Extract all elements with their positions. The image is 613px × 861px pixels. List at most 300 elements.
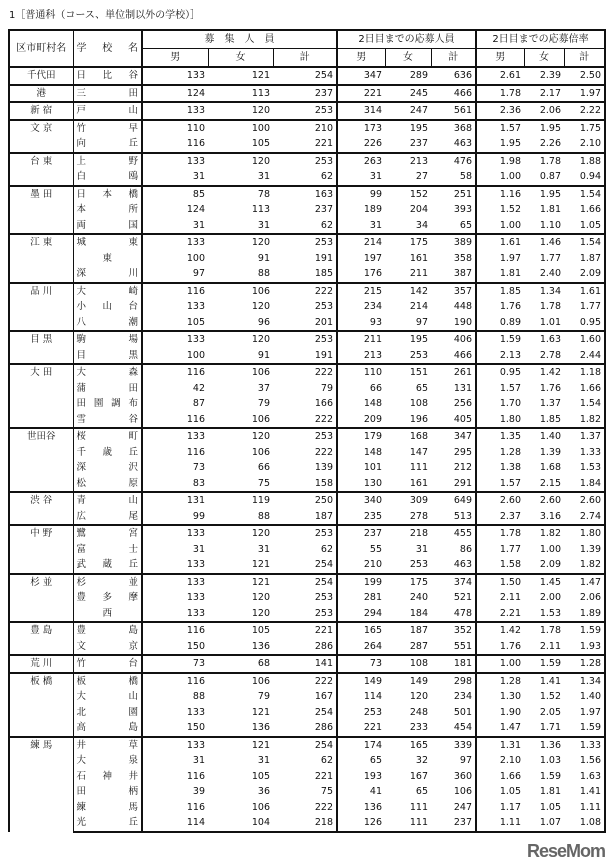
ratio-cell: 1.00 bbox=[476, 655, 524, 673]
ratio-cell: 1.70 bbox=[499, 398, 521, 410]
school-name: 大泉 bbox=[73, 753, 142, 769]
capacity-cell: 133 bbox=[186, 607, 205, 619]
capacity-cell: 66 bbox=[257, 462, 270, 474]
applicants-cell: 210 bbox=[363, 559, 382, 571]
ratio-cell: 1.57 bbox=[476, 120, 524, 137]
ratio-cell: 1.10 bbox=[539, 219, 561, 231]
ratio-cell: 1.78 bbox=[476, 85, 524, 103]
capacity-cell: 253 bbox=[273, 606, 337, 623]
applicants-cell: 387 bbox=[431, 266, 476, 283]
subheader-male: 男 bbox=[142, 49, 208, 68]
table-row bbox=[9, 753, 605, 769]
school-name: 豊多摩 bbox=[73, 590, 142, 606]
applicants-cell: 196 bbox=[409, 413, 428, 425]
applicants-cell: 389 bbox=[431, 234, 476, 251]
capacity-cell: 131 bbox=[142, 492, 208, 509]
ratio-cell: 1.45 bbox=[524, 574, 564, 591]
ratio-cell: 2.00 bbox=[539, 592, 561, 604]
ratio-cell: 1.34 bbox=[524, 283, 564, 300]
capacity-cell: 79 bbox=[273, 381, 337, 397]
applicants-cell: 66 bbox=[369, 382, 382, 394]
ratio-cell: 1.75 bbox=[564, 120, 605, 137]
capacity-cell: 133 bbox=[186, 592, 205, 604]
ratio-cell: 2.06 bbox=[524, 102, 564, 120]
ratio-cell: 1.87 bbox=[564, 251, 605, 267]
ward-name: 世田谷 bbox=[9, 428, 73, 492]
capacity-cell: 68 bbox=[208, 655, 273, 673]
school-name: 本所 bbox=[73, 202, 142, 218]
ratio-cell: 2.36 bbox=[476, 102, 524, 120]
ratio-cell: 1.97 bbox=[564, 85, 605, 103]
capacity-cell: 114 bbox=[142, 815, 208, 832]
applicants-cell: 636 bbox=[431, 67, 476, 85]
ratio-cell: 2.61 bbox=[476, 67, 524, 85]
applicants-cell: 393 bbox=[431, 202, 476, 218]
school-name: 北園 bbox=[73, 705, 142, 721]
ratio-cell: 1.40 bbox=[564, 689, 605, 705]
capacity-cell: 105 bbox=[251, 770, 270, 782]
school-name: 東 bbox=[73, 251, 142, 267]
table-row bbox=[9, 428, 605, 445]
ratio-cell: 1.82 bbox=[564, 557, 605, 574]
applicants-cell: 211 bbox=[337, 331, 385, 348]
table-row bbox=[9, 673, 605, 690]
applicants-cell: 111 bbox=[409, 462, 428, 474]
applicants-cell: 147 bbox=[409, 446, 428, 458]
capacity-cell: 91 bbox=[257, 252, 270, 264]
school-name: 豊島 bbox=[73, 622, 142, 639]
applicants-cell: 214 bbox=[337, 234, 385, 251]
applicants-cell: 251 bbox=[431, 186, 476, 203]
ratio-cell: 1.28 bbox=[476, 673, 524, 690]
capacity-cell: 222 bbox=[273, 673, 337, 690]
capacity-cell: 99 bbox=[192, 510, 205, 522]
capacity-cell: 222 bbox=[273, 283, 337, 300]
ratio-cell: 1.77 bbox=[499, 543, 521, 555]
applicants-cell: 184 bbox=[409, 607, 428, 619]
ratio-cell: 1.08 bbox=[564, 815, 605, 832]
ratio-cell: 2.11 bbox=[499, 592, 521, 604]
ward-name: 豊 島 bbox=[9, 622, 73, 655]
applicants-cell: 281 bbox=[363, 592, 382, 604]
capacity-cell: 31 bbox=[192, 171, 205, 183]
capacity-cell: 120 bbox=[251, 607, 270, 619]
capacity-cell: 106 bbox=[208, 673, 273, 690]
table-row bbox=[9, 815, 605, 832]
table-row bbox=[9, 800, 605, 816]
capacity-cell: 133 bbox=[186, 301, 205, 313]
capacity-cell: 167 bbox=[273, 689, 337, 705]
table-row bbox=[9, 331, 605, 348]
capacity-cell: 166 bbox=[273, 396, 337, 412]
ratio-cell: 1.95 bbox=[524, 186, 564, 203]
table-row bbox=[9, 476, 605, 493]
applicants-cell: 298 bbox=[431, 673, 476, 690]
capacity-cell: 75 bbox=[273, 784, 337, 800]
capacity-cell: 221 bbox=[273, 769, 337, 785]
capacity-cell: 31 bbox=[192, 755, 205, 767]
applicants-cell: 247 bbox=[431, 800, 476, 816]
table-row bbox=[9, 574, 605, 591]
applicants-cell: 195 bbox=[385, 120, 431, 137]
school-name: 駒場 bbox=[73, 331, 142, 348]
applicants-cell: 253 bbox=[409, 349, 428, 361]
school-name: 鷺宮 bbox=[73, 525, 142, 542]
capacity-cell: 222 bbox=[273, 364, 337, 381]
table-row bbox=[9, 348, 605, 365]
applicants-cell: 501 bbox=[431, 705, 476, 721]
ratio-cell: 1.66 bbox=[564, 381, 605, 397]
table-row bbox=[9, 218, 605, 235]
capacity-cell: 31 bbox=[192, 219, 205, 231]
ratio-cell: 1.47 bbox=[499, 722, 521, 734]
capacity-cell: 116 bbox=[186, 801, 205, 813]
applicants-cell: 179 bbox=[337, 428, 385, 445]
capacity-cell: 133 bbox=[142, 428, 208, 445]
capacity-cell: 218 bbox=[273, 815, 337, 832]
ratio-cell: 0.89 bbox=[499, 316, 521, 328]
capacity-cell: 116 bbox=[142, 673, 208, 690]
capacity-cell: 210 bbox=[273, 120, 337, 137]
subheader-total: 計 bbox=[273, 49, 337, 68]
ratio-cell: 2.50 bbox=[564, 67, 605, 85]
ward-name: 荒 川 bbox=[9, 655, 73, 673]
applicants-cell: 347 bbox=[337, 67, 385, 85]
applicants-cell: 168 bbox=[385, 428, 431, 445]
applicants-cell: 256 bbox=[431, 396, 476, 412]
applicants-cell: 65 bbox=[415, 786, 428, 798]
ratio-cell: 1.56 bbox=[564, 753, 605, 769]
capacity-cell: 222 bbox=[273, 412, 337, 429]
ratio-cell: 1.34 bbox=[564, 673, 605, 690]
capacity-cell: 121 bbox=[251, 559, 270, 571]
applicants-cell: 234 bbox=[363, 301, 382, 313]
ratio-cell: 2.05 bbox=[539, 706, 561, 718]
school-name: 田園調布 bbox=[73, 396, 142, 412]
applicants-cell: 189 bbox=[363, 204, 382, 216]
ratio-cell: 1.66 bbox=[499, 770, 521, 782]
table-row bbox=[9, 784, 605, 800]
applicants-cell: 649 bbox=[431, 492, 476, 509]
capacity-cell: 105 bbox=[186, 316, 205, 328]
ratio-cell: 1.78 bbox=[539, 301, 561, 313]
ratio-cell: 2.11 bbox=[539, 640, 561, 652]
applicants-cell: 214 bbox=[409, 301, 428, 313]
ratio-cell: 1.38 bbox=[499, 462, 521, 474]
capacity-cell: 124 bbox=[142, 85, 208, 103]
applicants-cell: 41 bbox=[369, 786, 382, 798]
subheader-male: 男 bbox=[476, 49, 524, 68]
applicants-cell: 551 bbox=[431, 639, 476, 656]
applicants-cell: 181 bbox=[431, 655, 476, 673]
header-school: 学 校 名 bbox=[73, 30, 142, 67]
school-name: 深沢 bbox=[73, 460, 142, 476]
capacity-cell: 139 bbox=[273, 460, 337, 476]
ratio-cell: 0.94 bbox=[564, 169, 605, 186]
ratio-cell: 1.59 bbox=[476, 331, 524, 348]
ratio-cell: 1.61 bbox=[476, 234, 524, 251]
ratio-cell: 1.78 bbox=[524, 622, 564, 639]
table-row bbox=[9, 492, 605, 509]
applicants-cell: 264 bbox=[363, 640, 382, 652]
school-name: 八潮 bbox=[73, 315, 142, 332]
table-row bbox=[9, 136, 605, 153]
capacity-cell: 286 bbox=[273, 639, 337, 656]
ratio-cell: 1.84 bbox=[564, 476, 605, 493]
capacity-cell: 254 bbox=[273, 557, 337, 574]
ratio-cell: 2.44 bbox=[564, 348, 605, 365]
ratio-cell: 1.39 bbox=[564, 542, 605, 558]
table-row bbox=[9, 315, 605, 332]
school-name: 松原 bbox=[73, 476, 142, 493]
applicants-cell: 221 bbox=[363, 722, 382, 734]
ratio-cell: 1.95 bbox=[499, 138, 521, 150]
applicants-cell: 289 bbox=[385, 67, 431, 85]
ratio-cell: 1.50 bbox=[476, 574, 524, 591]
applicants-cell: 212 bbox=[431, 460, 476, 476]
applicants-cell: 148 bbox=[363, 446, 382, 458]
capacity-cell: 133 bbox=[142, 737, 208, 754]
ratio-cell: 1.16 bbox=[476, 186, 524, 203]
capacity-cell: 121 bbox=[208, 67, 273, 85]
school-name: 蒲田 bbox=[73, 381, 142, 397]
applicants-cell: 291 bbox=[431, 476, 476, 493]
capacity-cell: 120 bbox=[208, 153, 273, 170]
capacity-cell: 119 bbox=[208, 492, 273, 509]
capacity-cell: 237 bbox=[273, 85, 337, 103]
applicants-cell: 448 bbox=[431, 299, 476, 315]
applicants-cell: 294 bbox=[363, 607, 382, 619]
ratio-cell: 1.54 bbox=[564, 234, 605, 251]
applicants-cell: 204 bbox=[409, 204, 428, 216]
ratio-cell: 2.60 bbox=[524, 492, 564, 509]
ratio-cell: 1.59 bbox=[524, 655, 564, 673]
table-body bbox=[9, 67, 605, 832]
table-row bbox=[9, 364, 605, 381]
subheader-total: 計 bbox=[431, 49, 476, 68]
applicants-cell: 31 bbox=[369, 171, 382, 183]
applicants-cell: 73 bbox=[337, 655, 385, 673]
table-row bbox=[9, 720, 605, 737]
school-name: 竹台 bbox=[73, 655, 142, 673]
ward-name: 江 東 bbox=[9, 234, 73, 283]
ratio-cell: 1.57 bbox=[499, 477, 521, 489]
ratio-cell: 1.97 bbox=[499, 252, 521, 264]
school-name: 両国 bbox=[73, 218, 142, 235]
ratio-cell: 2.78 bbox=[539, 349, 561, 361]
capacity-cell: 110 bbox=[142, 120, 208, 137]
school-name: 竹早 bbox=[73, 120, 142, 137]
applicants-cell: 454 bbox=[431, 720, 476, 737]
applicants-cell: 209 bbox=[363, 413, 382, 425]
capacity-cell: 116 bbox=[142, 283, 208, 300]
applicants-cell: 31 bbox=[369, 219, 382, 231]
capacity-cell: 158 bbox=[273, 476, 337, 493]
applicants-cell: 218 bbox=[385, 525, 431, 542]
school-name: 目黒 bbox=[73, 348, 142, 365]
applicants-cell: 110 bbox=[337, 364, 385, 381]
ratio-cell: 1.11 bbox=[476, 815, 524, 832]
capacity-cell: 39 bbox=[192, 786, 205, 798]
ratio-cell: 1.00 bbox=[499, 171, 521, 183]
capacity-cell: 133 bbox=[142, 331, 208, 348]
school-name: 大山 bbox=[73, 689, 142, 705]
capacity-cell: 116 bbox=[186, 138, 205, 150]
school-name: 大森 bbox=[73, 364, 142, 381]
applicants-cell: 65 bbox=[369, 755, 382, 767]
applicants-cell: 55 bbox=[369, 543, 382, 555]
capacity-cell: 124 bbox=[186, 204, 205, 216]
ratio-cell: 1.28 bbox=[499, 446, 521, 458]
applicants-cell: 463 bbox=[431, 136, 476, 153]
capacity-cell: 221 bbox=[273, 136, 337, 153]
applicants-cell: 193 bbox=[363, 770, 382, 782]
school-name: 石神井 bbox=[73, 769, 142, 785]
ratio-cell: 1.93 bbox=[564, 639, 605, 656]
applicants-cell: 213 bbox=[363, 349, 382, 361]
school-name: 日本橋 bbox=[73, 186, 142, 203]
ratio-cell: 1.01 bbox=[539, 316, 561, 328]
ratio-cell: 1.81 bbox=[539, 204, 561, 216]
capacity-cell: 106 bbox=[251, 413, 270, 425]
ratio-cell: 1.36 bbox=[524, 737, 564, 754]
ratio-cell: 1.78 bbox=[524, 153, 564, 170]
subheader-total: 計 bbox=[564, 49, 605, 68]
applicants-cell: 108 bbox=[385, 655, 431, 673]
ratio-cell: 1.95 bbox=[524, 120, 564, 137]
school-name: 白鴎 bbox=[73, 169, 142, 186]
ratio-cell: 1.31 bbox=[476, 737, 524, 754]
ward-name: 千代田 bbox=[9, 67, 73, 85]
school-name: 千歳丘 bbox=[73, 445, 142, 461]
applicants-cell: 226 bbox=[363, 138, 382, 150]
capacity-cell: 253 bbox=[273, 153, 337, 170]
applicants-cell: 97 bbox=[431, 753, 476, 769]
ratio-cell: 1.54 bbox=[564, 186, 605, 203]
table-row bbox=[9, 460, 605, 476]
ratio-cell: 1.71 bbox=[539, 722, 561, 734]
applicants-cell: 253 bbox=[363, 706, 382, 718]
subheader-female: 女 bbox=[208, 49, 273, 68]
applicants-cell: 358 bbox=[431, 251, 476, 267]
table-row bbox=[9, 283, 605, 300]
ward-name: 練 馬 bbox=[9, 737, 73, 832]
applicants-cell: 173 bbox=[337, 120, 385, 137]
table-row bbox=[9, 509, 605, 526]
capacity-cell: 133 bbox=[186, 706, 205, 718]
ratio-cell: 2.13 bbox=[499, 349, 521, 361]
school-name: 富士 bbox=[73, 542, 142, 558]
capacity-cell: 31 bbox=[257, 219, 270, 231]
applicants-cell: 197 bbox=[363, 252, 382, 264]
school-name: 深川 bbox=[73, 266, 142, 283]
ratio-cell: 1.97 bbox=[564, 705, 605, 721]
capacity-cell: 37 bbox=[257, 382, 270, 394]
capacity-cell: 253 bbox=[273, 234, 337, 251]
capacity-cell: 141 bbox=[273, 655, 337, 673]
applicants-cell: 245 bbox=[385, 85, 431, 103]
applicants-cell: 309 bbox=[385, 492, 431, 509]
ratio-cell: 1.78 bbox=[476, 525, 524, 542]
applicants-cell: 314 bbox=[337, 102, 385, 120]
table-row bbox=[9, 169, 605, 186]
capacity-cell: 150 bbox=[186, 640, 205, 652]
capacity-cell: 91 bbox=[257, 349, 270, 361]
capacity-cell: 163 bbox=[273, 186, 337, 203]
school-name: 三田 bbox=[73, 85, 142, 103]
applicants-cell: 478 bbox=[431, 606, 476, 623]
ratio-cell: 1.59 bbox=[564, 720, 605, 737]
table-row bbox=[9, 705, 605, 721]
ward-name: 品 川 bbox=[9, 283, 73, 332]
ratio-cell: 0.95 bbox=[564, 315, 605, 332]
school-name: 上野 bbox=[73, 153, 142, 170]
ratio-cell: 0.95 bbox=[476, 364, 524, 381]
ratio-cell: 2.09 bbox=[564, 266, 605, 283]
capacity-cell: 254 bbox=[273, 574, 337, 591]
applicants-cell: 237 bbox=[431, 815, 476, 832]
school-name: 練馬 bbox=[73, 800, 142, 816]
ratio-cell: 1.03 bbox=[539, 755, 561, 767]
applicants-cell: 161 bbox=[409, 252, 428, 264]
applicants-cell: 167 bbox=[409, 770, 428, 782]
ratio-cell: 1.81 bbox=[499, 268, 521, 280]
capacity-cell: 136 bbox=[251, 640, 270, 652]
table-row bbox=[9, 234, 605, 251]
applicants-cell: 357 bbox=[431, 283, 476, 300]
ratio-cell: 1.81 bbox=[539, 786, 561, 798]
capacity-cell: 96 bbox=[257, 316, 270, 328]
ratio-cell: 2.06 bbox=[564, 590, 605, 606]
applicants-cell: 340 bbox=[337, 492, 385, 509]
capacity-cell: 120 bbox=[251, 301, 270, 313]
capacity-cell: 105 bbox=[208, 622, 273, 639]
applicants-cell: 149 bbox=[337, 673, 385, 690]
table-row bbox=[9, 639, 605, 656]
applicants-cell: 247 bbox=[385, 102, 431, 120]
capacity-cell: 31 bbox=[257, 171, 270, 183]
table-row bbox=[9, 85, 605, 103]
ratio-cell: 1.77 bbox=[539, 252, 561, 264]
table-row bbox=[9, 396, 605, 412]
applicants-cell: 27 bbox=[415, 171, 428, 183]
capacity-cell: 116 bbox=[186, 446, 205, 458]
ratio-cell: 1.89 bbox=[564, 606, 605, 623]
header-boshu: 募 集 人 員 bbox=[142, 30, 337, 49]
capacity-cell: 73 bbox=[192, 462, 205, 474]
ratio-cell: 1.41 bbox=[564, 784, 605, 800]
ratio-cell: 1.82 bbox=[524, 525, 564, 542]
ratio-cell: 2.40 bbox=[539, 268, 561, 280]
capacity-cell: 120 bbox=[208, 102, 273, 120]
ratio-cell: 1.66 bbox=[564, 202, 605, 218]
ratio-cell: 1.18 bbox=[564, 364, 605, 381]
capacity-cell: 42 bbox=[192, 382, 205, 394]
ratio-cell: 1.77 bbox=[564, 299, 605, 315]
capacity-cell: 150 bbox=[186, 722, 205, 734]
capacity-cell: 116 bbox=[186, 770, 205, 782]
school-name: 杉並 bbox=[73, 574, 142, 591]
table-row bbox=[9, 251, 605, 267]
applicants-cell: 235 bbox=[363, 510, 382, 522]
capacity-cell: 133 bbox=[142, 153, 208, 170]
capacity-cell: 185 bbox=[273, 266, 337, 283]
applicants-cell: 101 bbox=[363, 462, 382, 474]
capacity-cell: 254 bbox=[273, 705, 337, 721]
ratio-cell: 1.57 bbox=[499, 382, 521, 394]
ratio-cell: 0.87 bbox=[539, 171, 561, 183]
capacity-cell: 75 bbox=[257, 477, 270, 489]
